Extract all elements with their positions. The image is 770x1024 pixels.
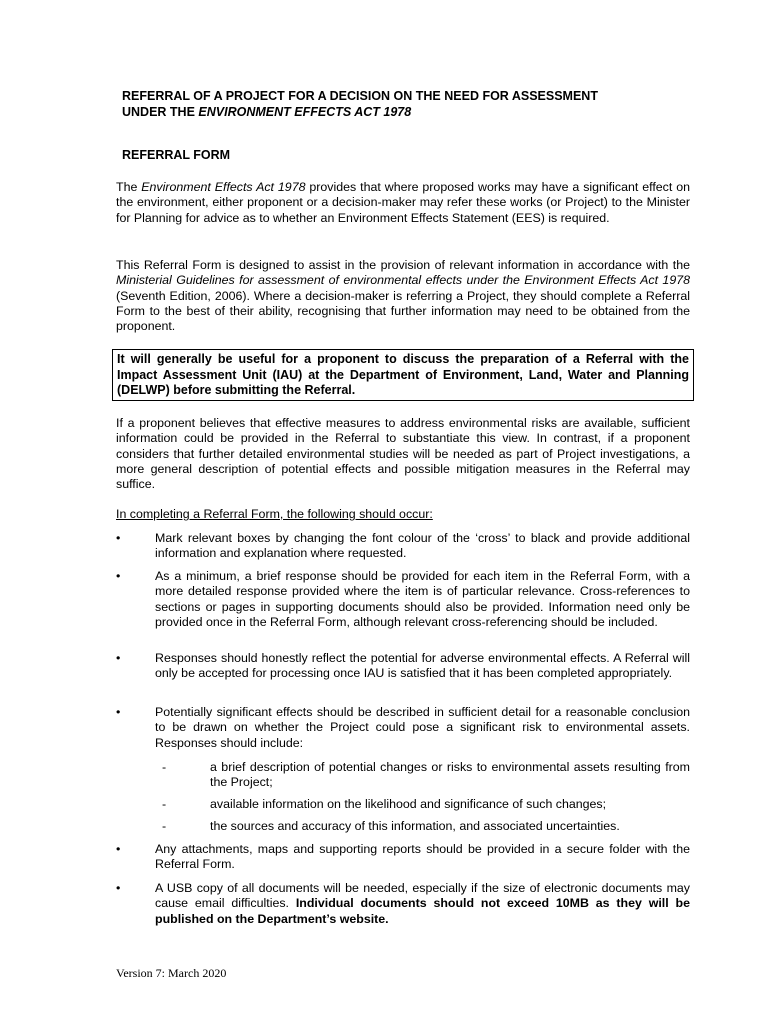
list-item-text: As a minimum, a brief response should be provided for each item in the Referral Form, with a more detailed response provided where the item is of particular relevance. Cross-references to sections or pages in supporting documents should also be provided. Information need only be provided once in the Referral Form, although relevant cross-referencing should be included. <box>155 569 690 629</box>
sub-list-item-text: the sources and accuracy of this information, and associated uncertainties. <box>210 819 620 833</box>
para1-rest: provides that where proposed works may have a significant effect on the environment, either proponent or a decision-maker may refer these works (or Project) to the Minister for Planning for advice as to whether an Environment Effects Statement (EES) is required. <box>116 180 690 225</box>
title-line-1: REFERRAL OF A PROJECT FOR A DECISION ON THE NEED FOR ASSESSMENT <box>122 89 598 103</box>
proponent-paragraph: If a proponent believes that effective measures to address environmental risks are available, sufficient information could be provided in the Referral to substantiate this view. In contrast, if a proponent considers that further detailed environmental studies will be needed as part of Project investigations, a more general description of potential effects and possible mitigation measures in the Referral may suffice. <box>116 416 690 492</box>
list-item-text: Potentially significant effects should be described in sufficient detail for a reasonable conclusion to be drawn on whether the Project could pose a significant risk to environmental assets. Responses should include: <box>155 705 690 750</box>
bullet-marker: • <box>116 842 121 856</box>
intro-paragraph <box>116 180 690 226</box>
sub-list-item-text: available information on the likelihood and significance of such changes; <box>210 797 607 811</box>
bullet-marker: • <box>116 705 121 719</box>
purpose-paragraph <box>116 258 690 334</box>
bullet-marker: • <box>116 569 121 583</box>
dash-marker: - <box>162 797 167 811</box>
file-size-warning: Individual documents should not exceed 10MB as they will be published on the Department’s website. <box>155 896 690 926</box>
list-item <box>116 651 690 682</box>
list-item <box>116 881 690 927</box>
sub-list-item <box>162 760 690 791</box>
title-line-2-prefix: UNDER THE <box>122 105 199 119</box>
para1-prefix: The <box>116 180 142 194</box>
para2-prefix: This Referral Form is designed to assist in the provision of relevant information in accordance with the <box>116 258 690 272</box>
version-footer: Version 7: March 2020 <box>116 966 227 980</box>
list-item-text: Responses should honestly reflect the potential for adverse environmental effects. A Referral will only be accepted for processing once IAU is satisfied that it has been completed appropriately. <box>155 651 690 681</box>
list-item-text: Mark relevant boxes by changing the font colour of the ‘cross’ to black and provide additional information and explanation where requested. <box>155 531 690 561</box>
para2-rest: (Seventh Edition, 2006). Where a decision-maker is referring a Project, they should complete a Referral Form to the best of their ability, recognising that further information may need to be obtained from the proponent. <box>116 288 690 334</box>
bullet-marker: • <box>116 881 121 895</box>
para2-guidelines-name: Ministerial Guidelines for assessment of environmental effects under the Environment Effects Act 1978 <box>116 273 690 288</box>
bullet-marker: • <box>116 651 121 665</box>
title-act-name: ENVIRONMENT EFFECTS ACT 1978 <box>198 105 412 119</box>
list-item <box>116 569 690 630</box>
important-note-box: It will generally be useful for a proponent to discuss the preparation of a Referral with the Impact Assessment Unit (IAU) at the Department of Environment, Land, Water and Planning (DELWP) before submitting the Referral. <box>112 349 694 401</box>
sub-list-item <box>162 797 690 812</box>
list-item <box>116 842 690 873</box>
usb-note-text: A USB copy of all documents will be needed, especially if the size of electronic documents may cause email difficulties. <box>155 881 690 911</box>
dash-marker: - <box>162 819 167 833</box>
list-item <box>116 705 690 751</box>
bullet-marker: • <box>116 531 121 545</box>
list-item-text <box>155 881 690 927</box>
sub-list-item-text: a brief description of potential changes or risks to environmental assets resulting from the Project; <box>210 760 690 790</box>
list-item <box>116 531 690 562</box>
list-intro: In completing a Referral Form, the following should occur: <box>116 507 433 521</box>
document-title <box>122 88 702 120</box>
para1-act-name: Environment Effects Act 1978 <box>141 180 306 194</box>
sub-list-item <box>162 819 690 834</box>
list-item-text: Any attachments, maps and supporting reports should be provided in a secure folder with the Referral Form. <box>155 842 690 872</box>
dash-marker: - <box>162 760 167 774</box>
section-heading: REFERRAL FORM <box>122 148 231 162</box>
